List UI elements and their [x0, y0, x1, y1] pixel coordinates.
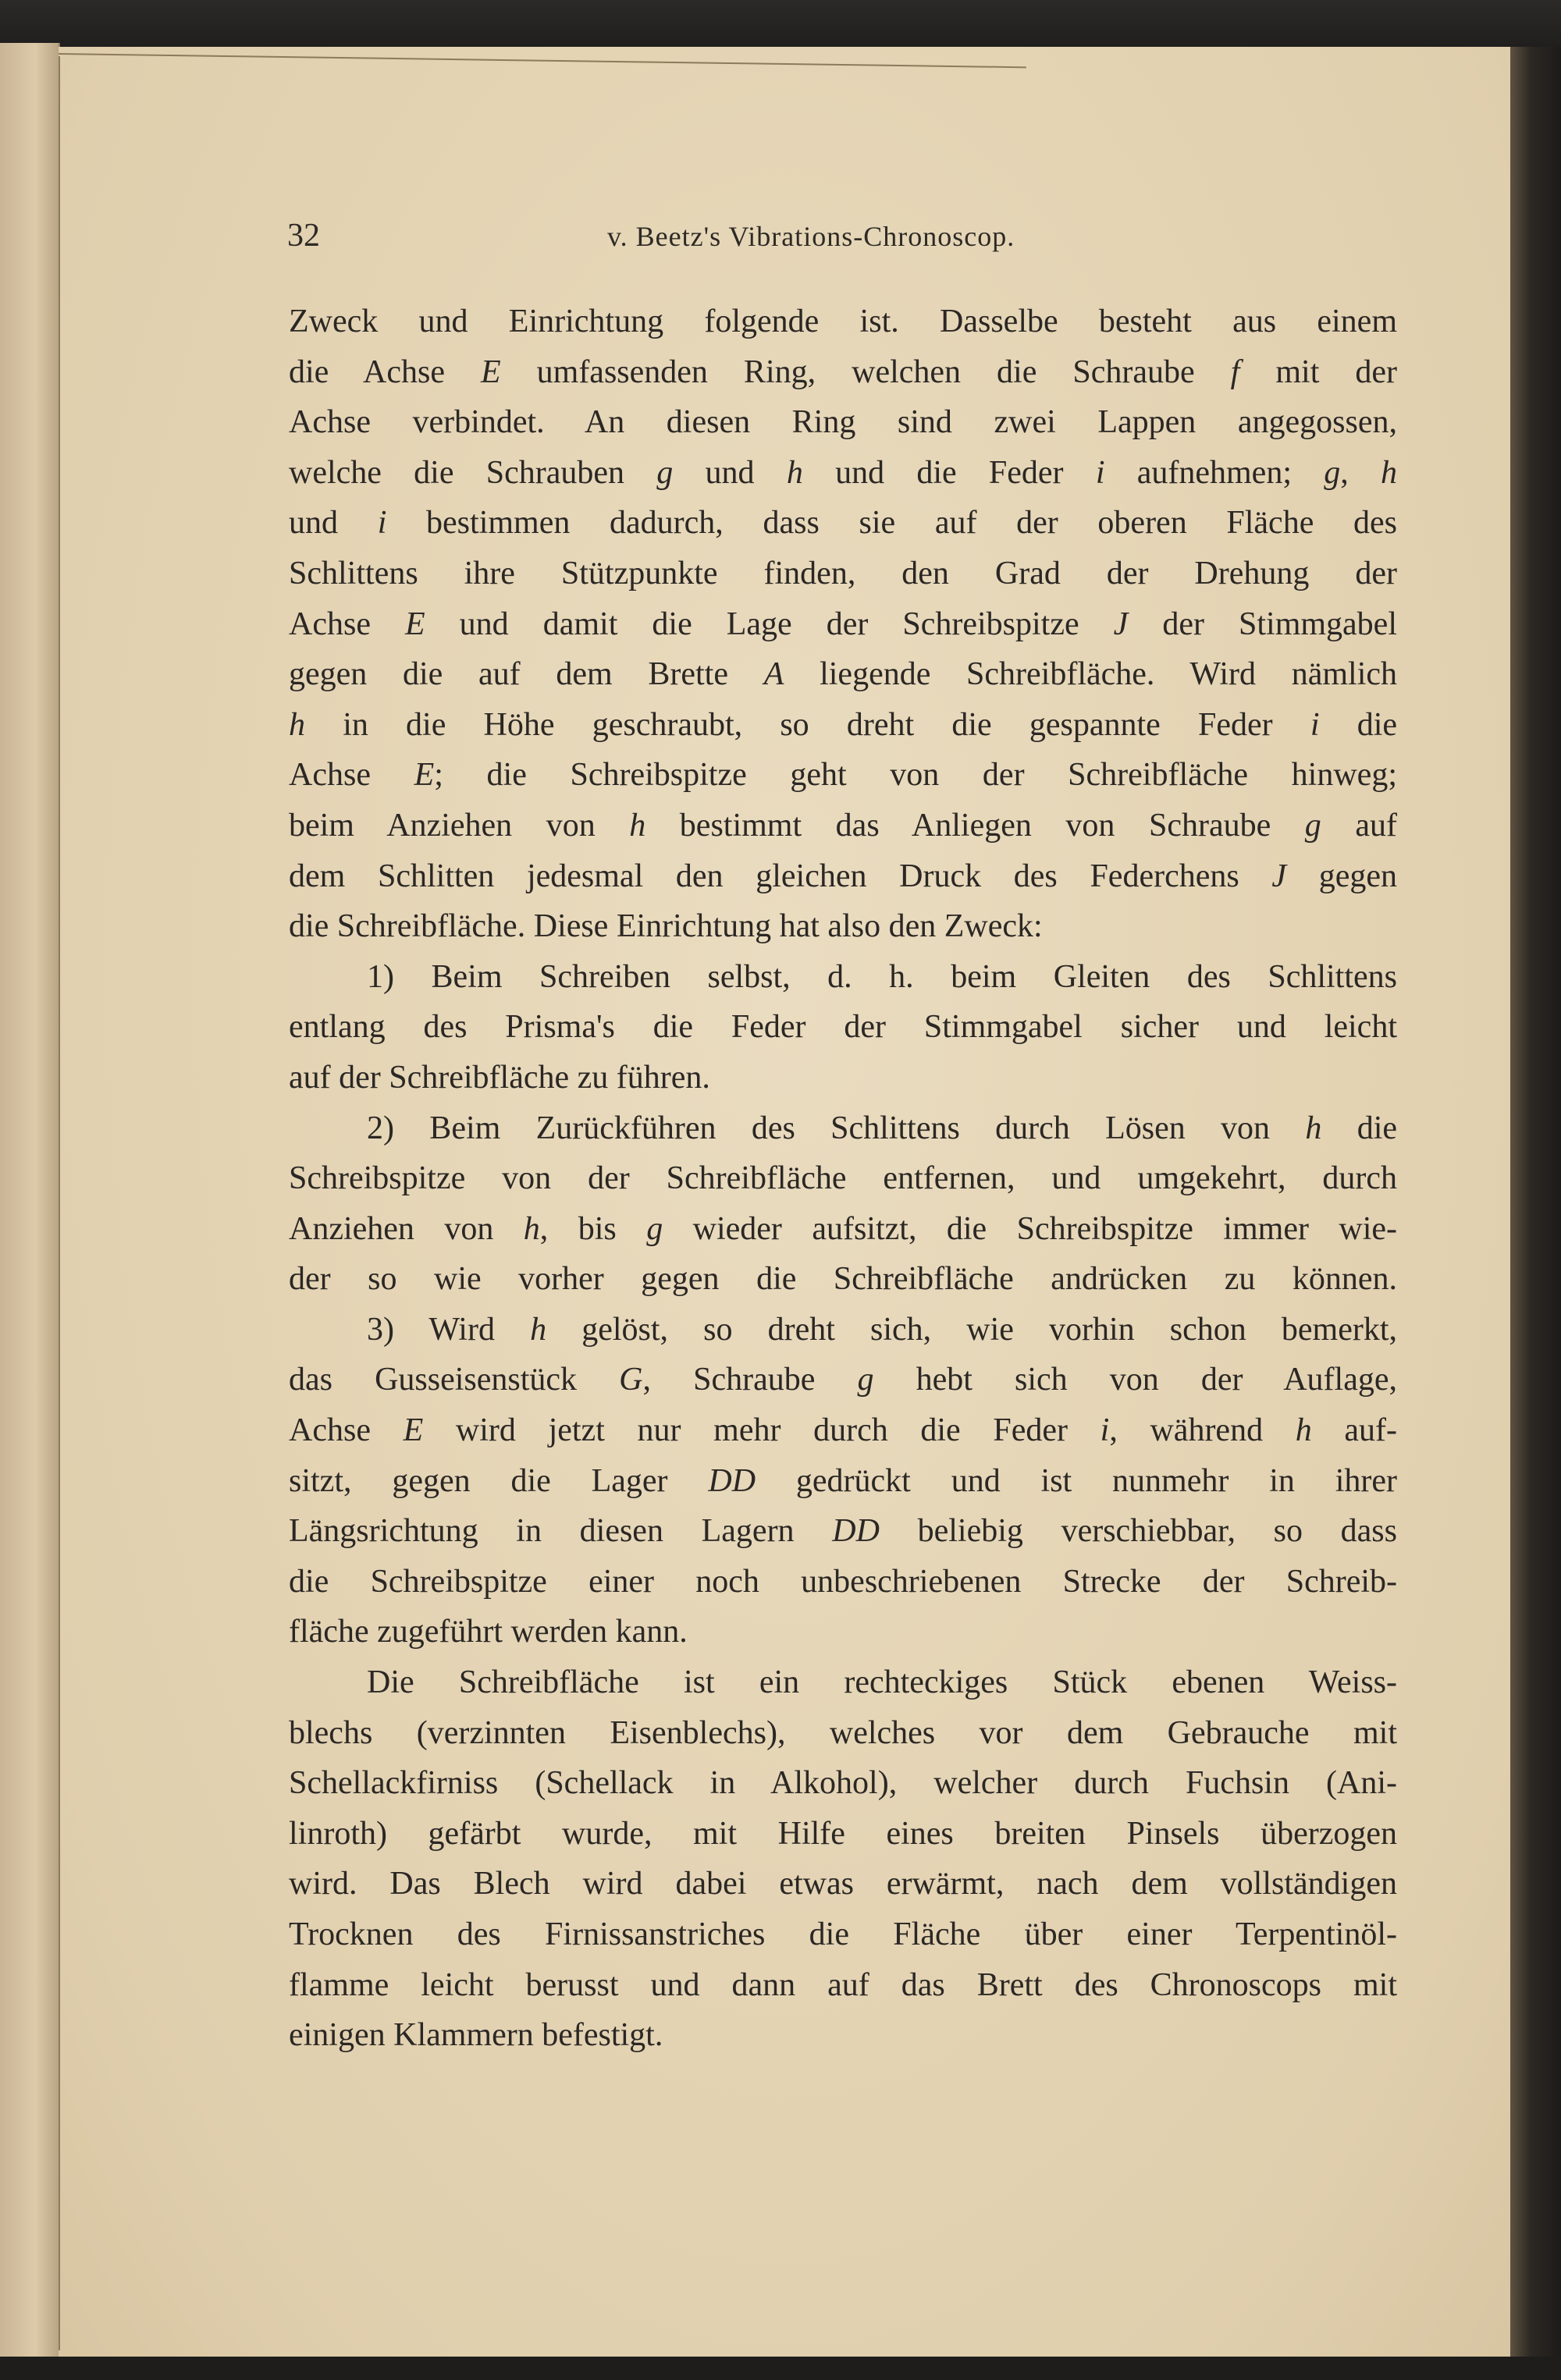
- text-line: [289, 952, 1397, 1003]
- text-segment: 2) Beim Zurückführen des Schlittens durch Lösen von: [367, 1110, 1306, 1146]
- page-header: [287, 217, 1396, 264]
- text-segment: und damit die Lage der Schreibspitze: [425, 606, 1114, 642]
- text-line: [289, 1607, 1397, 1657]
- text-line: [289, 1758, 1397, 1809]
- text-line: [289, 599, 1397, 650]
- text-segment: , während: [1109, 1412, 1296, 1449]
- italic-symbol: h: [289, 706, 305, 743]
- text-segment: Schreibspitze von der Schreibfläche entfernen, und umgekehrt, durch: [289, 1160, 1397, 1197]
- italic-symbol: i: [1310, 706, 1320, 743]
- text-line: [289, 901, 1397, 952]
- text-segment: aufnehmen;: [1104, 454, 1325, 491]
- italic-symbol: i: [377, 505, 387, 542]
- italic-symbol: E: [480, 353, 501, 390]
- text-line: [289, 1506, 1397, 1557]
- text-line: [289, 1557, 1397, 1607]
- text-segment: ; die Schreibspitze geht von der Schreibfläche hinweg;: [434, 757, 1397, 794]
- text-segment: liegende Schreibfläche. Wird nämlich: [784, 656, 1398, 693]
- text-segment: welche die Schrauben: [289, 454, 657, 491]
- text-segment: mit der: [1239, 353, 1398, 390]
- body-text: [289, 297, 1397, 2061]
- text-segment: Achse verbindet. An diesen Ring sind zwei Lappen angegossen,: [289, 404, 1397, 441]
- text-segment: wieder aufsitzt, die Schreibspitze immer wie-: [663, 1210, 1398, 1247]
- text-segment: die Schreibspitze einer noch unbeschriebenen Strecke der Schreib-: [289, 1563, 1397, 1600]
- text-line: [289, 851, 1397, 902]
- text-segment: flamme leicht berusst und dann auf das Brett des Chronoscops mit: [289, 1966, 1397, 2003]
- previous-pages-edge: [0, 43, 60, 2380]
- text-line: [289, 1657, 1397, 1708]
- text-segment: gedrückt und ist nunmehr in ihrer: [756, 1462, 1397, 1499]
- italic-symbol: h: [1305, 1110, 1322, 1146]
- italic-symbol: h: [1295, 1412, 1312, 1449]
- italic-symbol: DD: [708, 1462, 756, 1499]
- text-segment: auf-: [1311, 1412, 1397, 1449]
- text-segment: auf: [1321, 807, 1397, 844]
- text-segment: Längsrichtung in diesen Lagern: [289, 1513, 833, 1550]
- text-line: [289, 1305, 1397, 1355]
- italic-symbol: g: [857, 1362, 874, 1398]
- italic-symbol: J: [1271, 858, 1287, 894]
- text-segment: und: [289, 505, 378, 542]
- page-border-line: [59, 53, 1026, 68]
- italic-symbol: i: [1100, 1412, 1110, 1449]
- text-segment: 1) Beim Schreiben selbst, d. h. beim Gleiten des Schlittens: [367, 958, 1397, 995]
- text-segment: die Achse: [289, 353, 481, 390]
- italic-symbol: h: [1381, 454, 1398, 491]
- italic-symbol: E: [414, 757, 435, 794]
- text-segment: bestimmen dadurch, dass sie auf der oberen Fläche des: [386, 505, 1397, 542]
- text-line: [289, 297, 1397, 347]
- text-segment: bestimmt das Anliegen von Schraube: [645, 807, 1305, 844]
- italic-symbol: g: [1324, 454, 1341, 491]
- italic-symbol: DD: [832, 1513, 880, 1550]
- text-segment: , Schraube: [642, 1362, 858, 1398]
- italic-symbol: A: [763, 656, 784, 693]
- text-line: [289, 700, 1397, 751]
- text-line: [289, 1405, 1397, 1456]
- text-segment: die: [1319, 706, 1398, 743]
- text-segment: die Schreibfläche. Diese Einrichtung hat also den Zweck:: [289, 908, 1043, 945]
- italic-symbol: g: [1304, 807, 1321, 844]
- text-segment: Trocknen des Firnissanstriches die Fläche über einer Terpentinöl-: [289, 1916, 1397, 1952]
- text-segment: Achse: [289, 1412, 404, 1449]
- text-line: [289, 2010, 1397, 2061]
- text-line: [289, 1053, 1397, 1103]
- text-line: [289, 1153, 1397, 1204]
- text-segment: Achse: [289, 606, 405, 642]
- italic-symbol: h: [530, 1311, 547, 1348]
- italic-symbol: h: [786, 454, 803, 491]
- text-segment: blechs (verzinnten Eisenblechs), welches vor dem Gebrauche mit: [289, 1714, 1397, 1751]
- text-segment: auf der Schreibfläche zu führen.: [289, 1059, 710, 1096]
- text-segment: ,: [1340, 454, 1381, 491]
- italic-symbol: g: [646, 1210, 663, 1247]
- italic-symbol: h: [629, 807, 646, 844]
- running-title: v. Beetz's Vibrations-Chronoscop.: [607, 221, 1015, 252]
- text-segment: der Stimmgabel: [1128, 606, 1397, 642]
- italic-symbol: g: [656, 454, 674, 491]
- scanner-background-bottom: [0, 2357, 1561, 2380]
- text-segment: beim Anziehen von: [289, 807, 630, 844]
- text-segment: umfassenden Ring, welchen die Schraube: [500, 353, 1231, 390]
- text-line: [289, 347, 1397, 398]
- text-segment: wird jetzt nur mehr durch die Feder: [423, 1412, 1101, 1449]
- text-segment: der so wie vorher gegen die Schreibfläche andrücken zu können.: [289, 1261, 1397, 1298]
- italic-symbol: E: [405, 606, 425, 642]
- text-segment: Achse: [289, 757, 414, 794]
- book-cover-edge: [1510, 47, 1561, 2380]
- text-segment: 3) Wird: [367, 1311, 531, 1348]
- text-line: [289, 1708, 1397, 1759]
- text-line: [289, 1456, 1397, 1507]
- text-segment: gegen die auf dem Brette: [289, 656, 764, 693]
- text-line: [289, 1960, 1397, 2011]
- text-segment: Anziehen von: [289, 1210, 524, 1247]
- text-segment: Die Schreibfläche ist ein rechteckiges Stück ebenen Weiss-: [367, 1664, 1397, 1701]
- text-segment: und: [673, 454, 787, 491]
- italic-symbol: f: [1230, 353, 1240, 390]
- text-line: [289, 1859, 1397, 1909]
- text-segment: gelöst, so dreht sich, wie vorhin schon bemerkt,: [546, 1311, 1398, 1348]
- text-line: [289, 397, 1397, 448]
- italic-symbol: J: [1113, 606, 1129, 642]
- text-segment: wird. Das Blech wird dabei etwas erwärmt, nach dem vollständigen: [289, 1866, 1397, 1902]
- text-segment: fläche zugeführt werden kann.: [289, 1614, 688, 1650]
- text-segment: in die Höhe geschraubt, so dreht die gespannte Feder: [305, 706, 1310, 743]
- text-line: [289, 649, 1397, 700]
- text-line: [289, 448, 1397, 499]
- text-segment: das Gusseisenstück: [289, 1362, 620, 1398]
- text-segment: hebt sich von der Auflage,: [873, 1362, 1397, 1398]
- page-number: 32: [287, 218, 320, 254]
- italic-symbol: i: [1095, 454, 1105, 491]
- italic-symbol: G: [619, 1362, 643, 1398]
- text-line: [289, 498, 1397, 549]
- text-segment: linroth) gefärbt wurde, mit Hilfe eines breiten Pinsels überzogen: [289, 1815, 1397, 1852]
- text-line: [289, 549, 1397, 599]
- text-segment: beliebig verschiebbar, so dass: [879, 1513, 1398, 1550]
- text-segment: entlang des Prisma's die Feder der Stimmgabel sicher und leicht: [289, 1009, 1397, 1046]
- text-segment: die: [1321, 1110, 1398, 1146]
- text-segment: , bis: [539, 1210, 647, 1247]
- text-line: [289, 1204, 1397, 1255]
- italic-symbol: h: [523, 1210, 540, 1247]
- text-segment: einigen Klammern befestigt.: [289, 2017, 663, 2054]
- text-segment: und die Feder: [802, 454, 1096, 491]
- text-line: [289, 1103, 1397, 1154]
- text-line: [289, 1254, 1397, 1305]
- text-segment: Schlittens ihre Stützpunkte finden, den Grad der Drehung der: [289, 555, 1397, 591]
- page-border-line: [59, 56, 60, 2350]
- text-line: [289, 1002, 1397, 1053]
- text-line: [289, 801, 1397, 851]
- text-segment: Schellackfirniss (Schellack in Alkohol), welcher durch Fuchsin (Ani-: [289, 1765, 1397, 1802]
- text-line: [289, 1909, 1397, 1960]
- italic-symbol: E: [403, 1412, 424, 1449]
- text-segment: Zweck und Einrichtung folgende ist. Dasselbe besteht aus einem: [289, 304, 1397, 339]
- text-line: [289, 1809, 1397, 1860]
- text-segment: sitzt, gegen die Lager: [289, 1462, 709, 1499]
- text-line: [289, 750, 1397, 801]
- text-segment: dem Schlitten jedesmal den gleichen Druck des Federchens: [289, 858, 1272, 894]
- text-segment: gegen: [1286, 858, 1397, 894]
- text-line: [289, 1355, 1397, 1405]
